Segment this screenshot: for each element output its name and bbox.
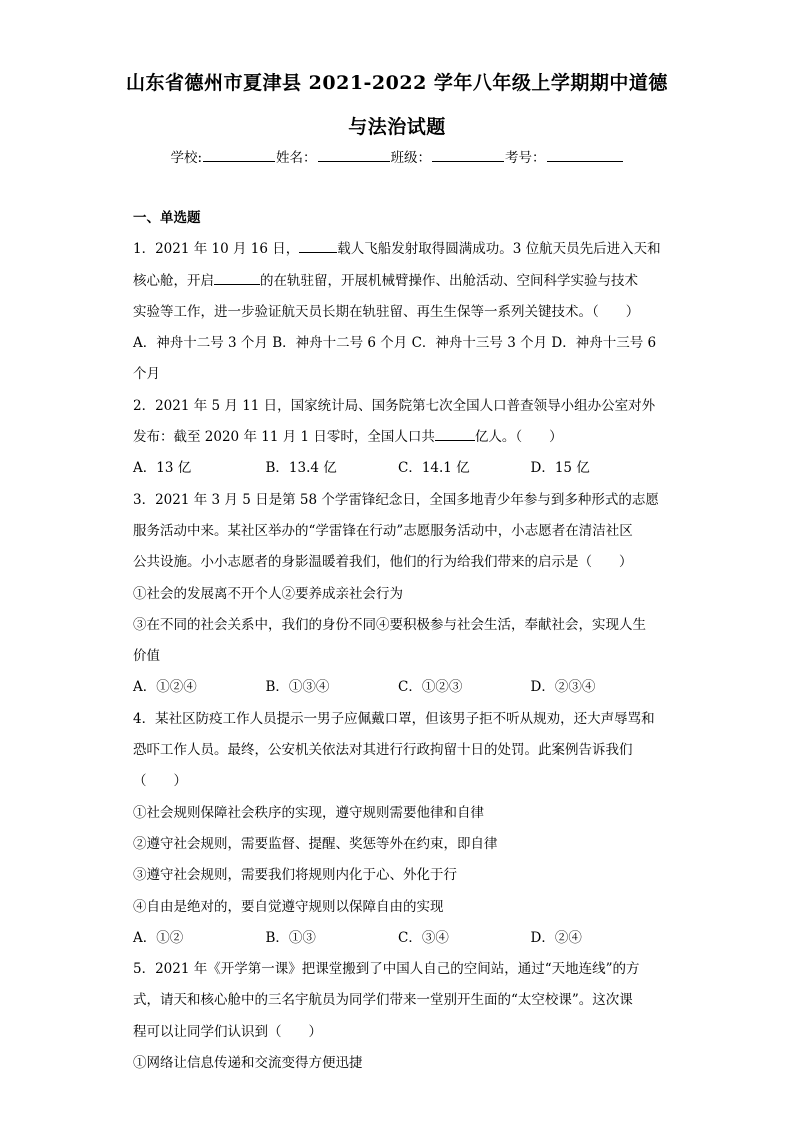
q3-line2: 服务活动中来。某社区举办的“学雷锋在行动”志愿服务活动中，小志愿者在清洁社区 — [133, 522, 633, 539]
q4-line3: （ ） — [133, 773, 187, 790]
exam-no-blank — [547, 147, 623, 162]
class-label: 班级： — [390, 150, 432, 166]
q2-line1: 2．2021 年 5 月 11 日，国家统计局、国务院第七次全国人口普查领导小组办公室对外 — [133, 397, 656, 414]
q1-line2 — [133, 266, 663, 297]
q3-statement-cont: 价值 — [133, 648, 160, 665]
student-info-row — [0, 146, 794, 166]
q3-option-b: B．①③④ — [265, 679, 330, 696]
name-blank — [318, 147, 390, 162]
q3-statement-3-4: ③在不同的社会关系中，我们的身份不同④要积极参与社会生活，奉献社会，实现人生 — [133, 616, 646, 633]
q1-blank2 — [214, 269, 260, 285]
q4-line2: 恐吓工作人员。最终，公安机关依法对其进行行政拘留十日的处罚。此案例告诉我们 — [133, 742, 633, 759]
name-label: 姓名： — [276, 150, 317, 166]
q4-statement-2: ②遵守社会规则，需要监督、提醒、奖惩等外在约束，即自律 — [133, 835, 498, 852]
class-blank — [432, 147, 504, 162]
exam-title-line2: 与法治试题 — [348, 116, 446, 138]
q4-statement-1: ①社会规则保障社会秩序的实现，遵守规则需要他律和自律 — [133, 804, 484, 821]
q5-line1: 5．2021 年《开学第一课》把课堂搬到了中国人自己的空间站，通过“天地连线”的方 — [133, 961, 640, 978]
q2-option-d: D．15 亿 — [530, 460, 590, 477]
q5-line3: 程可以让同学们认识到（ ） — [133, 1023, 322, 1040]
q2-text: 发布：截至 2020 年 11 月 1 日零时，全国人口共 — [133, 429, 435, 446]
q1-line3: 实验等工作，进一步验证航天员长期在轨驻留、再生生保等一系列关键技术。（ ） — [133, 303, 640, 320]
q1-options: A．神舟十二号 3 个月 B．神舟十二号 6 个月 C．神舟十三号 3 个月 D．神舟十三号 6 — [133, 335, 657, 352]
q3-option-c: C．①②③ — [398, 679, 463, 696]
school-blank — [203, 147, 275, 162]
q2-option-b: B．13.4 亿 — [265, 460, 337, 477]
q2-option-c: C．14.1 亿 — [398, 460, 470, 477]
exam-no-label: 考号： — [505, 150, 546, 166]
exam-title-line1: 山东省德州市夏津县 2021-2022 学年八年级上学期期中道德 — [126, 72, 668, 94]
q1-text: 核心舱，开启 — [133, 272, 214, 289]
q4-option-a: A．①② — [133, 929, 184, 946]
q4-option-c: C．③④ — [398, 929, 449, 946]
q3-option-d: D．②③④ — [530, 679, 596, 696]
q3-line1: 3．2021 年 3 月 5 日是第 58 个学雷锋纪念日，全国多地青少年参与到多种形式的志愿 — [133, 491, 659, 508]
q3-option-a: A．①②④ — [133, 679, 197, 696]
q3-options — [133, 672, 663, 703]
q1-line1 — [133, 234, 663, 265]
school-label: 学校: — [170, 150, 203, 166]
questions-body — [133, 203, 663, 1079]
q4-statement-3: ③遵守社会规则，需要我们将规则内化于心、外化于行 — [133, 867, 457, 884]
q3-line3: 公共设施。小小志愿者的身影温暖着我们，他们的行为给我们带来的启示是（ ） — [133, 554, 633, 571]
q1-text: 的在轨驻留，开展机械臂操作、出舱活动、空间科学实验与技术 — [260, 272, 638, 289]
q4-option-d: D．②④ — [530, 929, 582, 946]
q2-text: 亿人。（ ） — [474, 429, 563, 446]
q4-statement-4: ④自由是绝对的，要自觉遵守规则以保障自由的实现 — [133, 898, 444, 915]
q5-statement-1: ①网络让信息传递和交流变得方便迅捷 — [133, 1055, 363, 1072]
q2-line2 — [133, 422, 663, 453]
q1-text: 1．2021 年 10 月 16 日， — [133, 241, 300, 258]
q1-text: 载人飞船发射取得圆满成功。3 位航天员先后进入天和 — [337, 241, 661, 258]
q4-options — [133, 923, 663, 954]
q4-option-b: B．①③ — [265, 929, 316, 946]
q2-options — [133, 453, 663, 484]
section-heading: 一、单选题 — [133, 210, 201, 226]
q4-line1: 4．某社区防疫工作人员提示一男子应佩戴口罩，但该男子拒不听从规劝，还大声辱骂和 — [133, 710, 655, 727]
q1-blank1 — [299, 237, 337, 253]
q3-statement-1-2: ①社会的发展离不开个人②要养成亲社会行为 — [133, 585, 403, 602]
q2-option-a: A．13 亿 — [133, 460, 192, 477]
q1-options-cont: 个月 — [133, 366, 160, 383]
q2-blank — [435, 425, 475, 441]
q5-line2: 式，请天和核心舱中的三名宇航员为同学们带来一堂别开生面的“太空校课”。这次课 — [133, 992, 633, 1009]
